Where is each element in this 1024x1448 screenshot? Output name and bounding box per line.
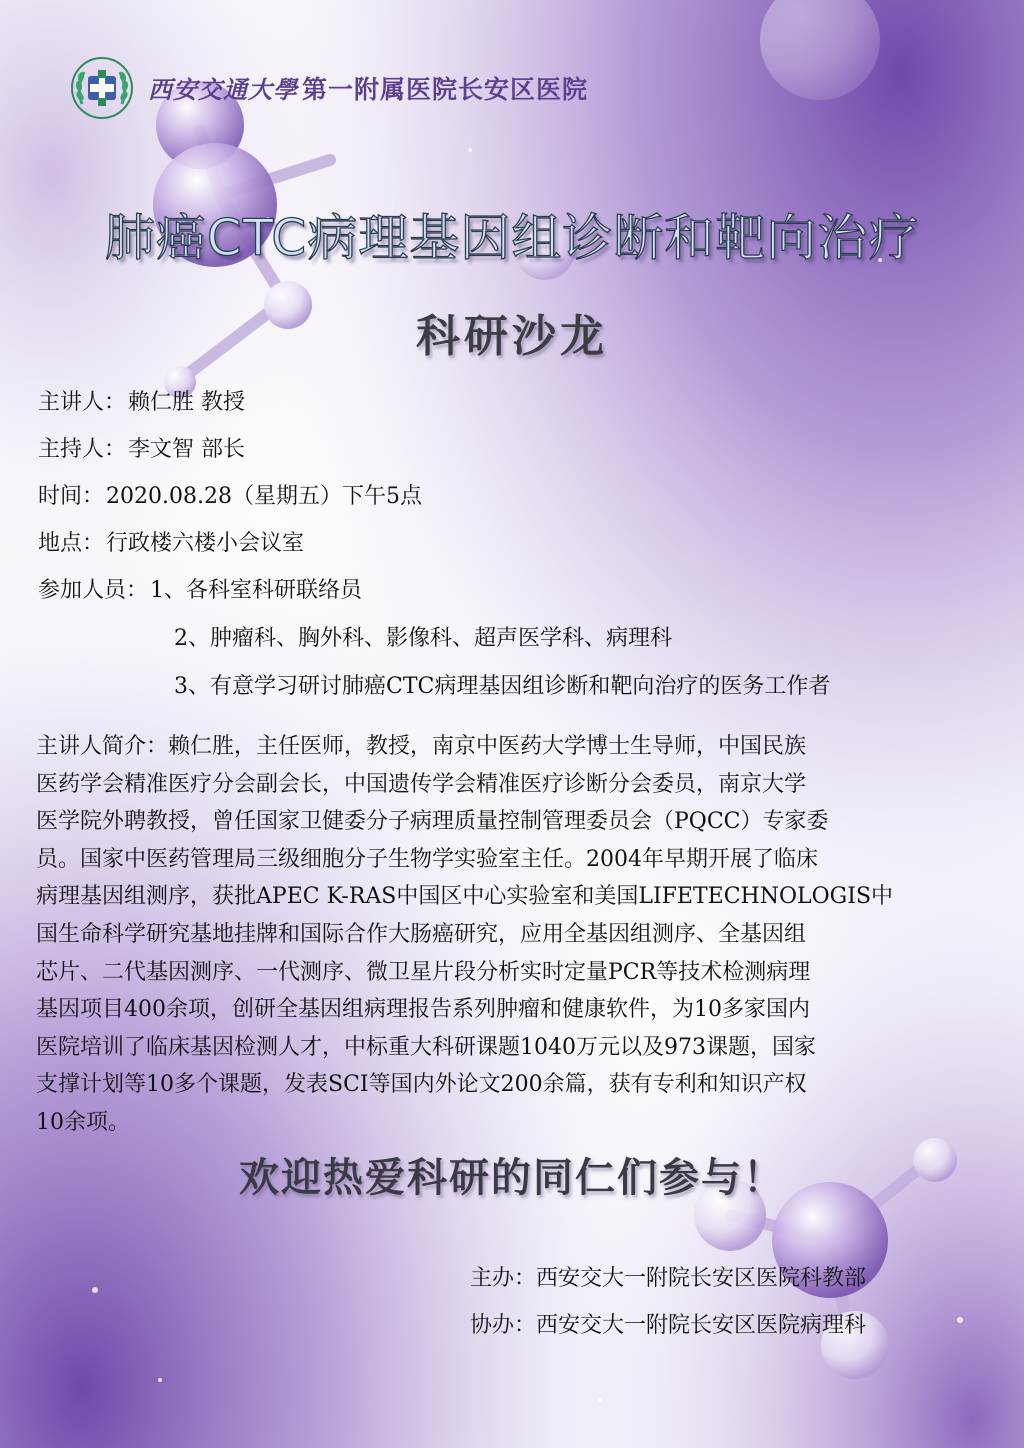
participant-item: 1、各科室科研联络员 [150, 578, 363, 603]
participant-item: 3、有意学习研讨肺癌CTC病理基因组诊断和靶向治疗的医务工作者 [174, 674, 831, 699]
bio-line: 医院培训了临床基因检测人才，中标重大科研课题1040万元以及973课题，国家 [36, 1034, 816, 1060]
speaker-value: 赖仁胜 教授 [128, 390, 246, 415]
bio-line: 主讲人简介：赖仁胜，主任医师，教授，南京中医药大学博士生导师，中国民族 [36, 734, 807, 759]
hospital-logo-icon [70, 56, 134, 120]
place-row [38, 529, 304, 559]
bio-line: 医学院外聘教授，曾任国家卫健委分子病理质量控制管理委员会（PQCC）专家委 [36, 809, 829, 835]
hospital-header [70, 56, 588, 120]
organizer-row [470, 1264, 866, 1294]
place-label: 地点： [38, 531, 105, 556]
speaker-row [38, 388, 245, 418]
participant-item: 2、肿瘤科、胸外科、影像科、超声医学科、病理科 [174, 626, 672, 651]
bio-line: 基因项目400余项，创研全基因组病理报告系列肿瘤和健康软件，为10多家国内 [36, 997, 810, 1023]
organizer-label: 主办： [470, 1266, 537, 1291]
participants-row [38, 576, 362, 606]
co-organizer-value: 西安交大一附院长安区医院病理科 [536, 1313, 867, 1338]
bio-line: 国生命科学研究基地挂牌和国际合作大肠癌研究，应用全基因组测序、全基因组 [36, 921, 807, 947]
main-title: 肺癌CTC病理基因组诊断和靶向治疗 [104, 209, 920, 267]
co-organizer-label: 协办： [470, 1313, 537, 1338]
hospital-name: 第一附属医院长安区医院 [302, 75, 589, 104]
speaker-bio [36, 728, 1012, 1142]
time-value: 2020.08.28（星期五）下午5点 [106, 484, 422, 509]
co-organizer-row [470, 1311, 866, 1341]
bio-line: 10余项。 [36, 1109, 130, 1135]
host-label: 主持人： [38, 437, 127, 462]
welcome-slogan: 欢迎热爱科研的同仁们参与！ [239, 1155, 785, 1201]
time-row [38, 482, 422, 512]
time-label: 时间： [38, 484, 105, 509]
bio-line: 员。国家中医药管理局三级细胞分子生物学实验室主任。2004年早期开展了临床 [36, 846, 818, 872]
participants-label: 参加人员： [38, 578, 149, 603]
speaker-label: 主讲人： [38, 390, 127, 415]
university-name: 西安交通大學 [148, 75, 298, 104]
host-row [38, 435, 245, 465]
bio-line: 病理基因组测序，获批APEC K-RAS中国区中心实验室和美国LIFETECHNOLOGIS中 [36, 884, 894, 910]
bio-line: 芯片、二代基因测序、一代测序、微卫星片段分析实时定量PCR等技术检测病理 [36, 959, 811, 985]
place-value: 行政楼六楼小会议室 [106, 531, 305, 556]
host-value: 李文智 部长 [128, 437, 246, 462]
organizer-value: 西安交大一附院长安区医院科教部 [536, 1266, 867, 1291]
bio-line: 支撑计划等10多个课题，发表SCI等国内外论文200余篇，获有专利和知识产权 [36, 1072, 807, 1098]
sub-title: 科研沙龙 [416, 311, 608, 362]
bio-line: 医药学会精准医疗分会副会长，中国遗传学会精准医疗诊断分会委员，南京大学 [36, 771, 807, 797]
